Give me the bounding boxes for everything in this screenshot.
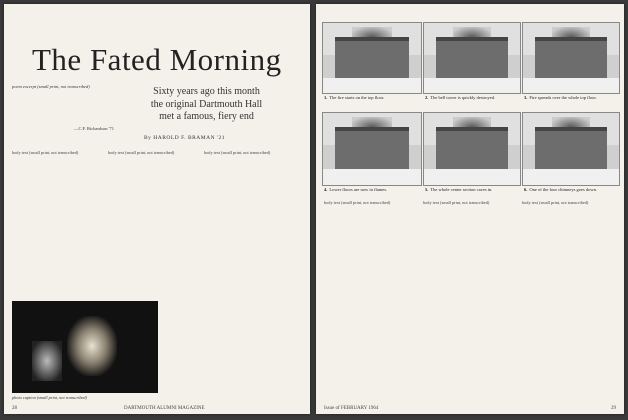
left-page (4, 4, 310, 414)
article-dek: Sixty years ago this month the original Dartmouth Hall met a famous, fiery end (150, 86, 263, 122)
photo-4 (322, 112, 422, 186)
fire-photo (12, 301, 158, 393)
photo-3 (522, 22, 620, 94)
photo-2 (423, 22, 521, 94)
caption-6: 6. One of the four chimneys goes down. (524, 187, 597, 192)
caption-3: 3. Fire spreads over the whole top floor. (524, 95, 597, 100)
fire-glow-secondary (32, 341, 62, 381)
byline: By HAROLD F. BRAMAN '21 (144, 135, 225, 141)
caption-2: 2. The bell tower is quickly destroyed. (425, 95, 496, 100)
poem-credit: —C.F. Richardson '71 (74, 126, 114, 131)
fire-glow (67, 316, 117, 376)
body-column-2: body text (small print, not transcribed) (108, 150, 175, 155)
caption-4: 4. Lower floors are now in flames. (324, 187, 388, 192)
photo-6 (522, 112, 620, 186)
body-column-1: body text (small print, not transcribed) (12, 150, 79, 155)
body-column-5: body text (small print, not transcribed) (423, 200, 490, 205)
folio-page-number-right: 29 (611, 406, 616, 411)
caption-5: 5. The whole center section caves in. (425, 187, 493, 192)
right-page (316, 4, 624, 414)
article-title: The Fated Morning (32, 42, 282, 77)
photo-5 (423, 112, 521, 186)
folio-magazine: DARTMOUTH ALUMNI MAGAZINE (124, 406, 205, 411)
poem: poem excerpt (small print, not transcribed) (12, 84, 90, 89)
folio-issue: Issue of FEBRUARY 1964 (324, 406, 379, 411)
photo-1 (322, 22, 422, 94)
folio-page-number: 28 (12, 406, 17, 411)
fire-photo-caption: photo caption (small print, not transcribed) (12, 395, 87, 400)
body-column-3: body text (small print, not transcribed) (204, 150, 271, 155)
caption-1: 1. The fire starts on the top floor. (324, 95, 385, 100)
body-column-6: body text (small print, not transcribed) (522, 200, 589, 205)
body-column-4: body text (small print, not transcribed) (324, 200, 391, 205)
